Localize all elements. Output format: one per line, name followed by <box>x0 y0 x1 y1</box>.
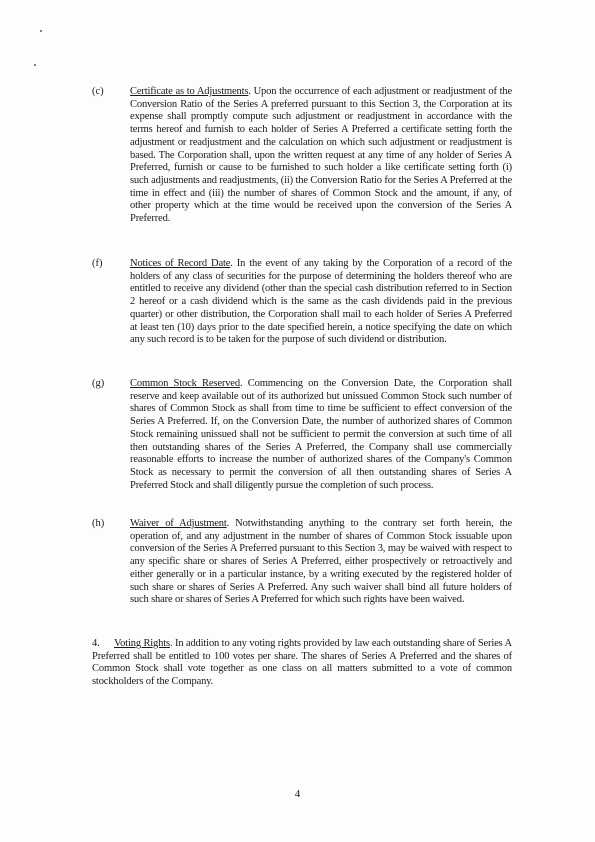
scan-speck <box>40 30 42 32</box>
section-h <box>92 518 512 607</box>
section-c <box>92 86 512 226</box>
section-text: . Commencing on the Conversion Date, the Corporation shall reserve and keep available out of its authorized but unissued Common Stock such number of shares of Common Stock as shall from time to time be sufficient to effect conversion of the Series A Preferred. If, on the Conversion Date, the number of authorized shares of Common Stock remaining unissued shall not be sufficient to permit the conversion at such time of all then outstanding shares of the Series A Preferred, the Company shall use commercially reasonable efforts to increase the number of authorized shares of the Company's Common Stock as necessary to permit the conversion of all then outstanding shares of Series A Preferred Stock and shall diligently pursue the completion of such process. <box>130 378 512 491</box>
section-text: . In addition to any voting rights provided by law each outstanding share of Series A Preferred shall be entitled to 100 votes per share. The shares of Series A Preferred and the shares of Common Stock shall vote together as one class on all matters submitted to a vote of common stockholders of the Company. <box>92 638 512 688</box>
section-text: . Upon the occurrence of each adjustment or readjustment of the Conversion Ratio of the Series A preferred pursuant to this Section 3, the Corporation at its expense shall promptly compute such adjustment or readjustment in accordance with the terms hereof and furnish to each holder of Series A Preferred a certificate setting forth the adjustment or readjustment and the calculation on which such adjustment or readjustment is based. The Corporation shall, upon the written request at any time of any holder of Series A Preferred, furnish or cause to be furnished to such holder a like certificate setting forth (i) such adjustments and readjustments, (ii) the Conversion Ratio for the Series A Preferred at the time in effect and (iii) the number of shares of Common Stock and the amount, if any, of other property which at the time would be received upon the conversion of the Series A Preferred. <box>130 86 512 225</box>
page-number: 4 <box>294 788 301 800</box>
section-4 <box>92 638 512 689</box>
section-heading: Common Stock Reserved <box>130 378 240 389</box>
section-marker: (c) <box>92 86 104 97</box>
section-marker: (h) <box>92 518 105 529</box>
section-heading: Voting Rights <box>114 638 170 649</box>
section-heading: Certificate as to Adjustments <box>130 86 249 97</box>
section-f <box>92 258 512 347</box>
section-text: . In the event of any taking by the Corporation of a record of the holders of any class of securities for the purpose of determining the holders thereof who are entitled to receive any dividend (other than the special cash distribution referred to in Section 2 hereof or a cash dividend which is the same as the cash dividends paid in the previous quarter) or other distribution, the Corporation shall mail to each holder of Series A Preferred at least ten (10) days prior to the date specified herein, a notice specifying the date on which any such record is to be taken for the purpose of such dividend or distribution. <box>130 258 512 346</box>
section-paragraph <box>130 86 512 226</box>
section-paragraph <box>130 258 512 347</box>
section-number: 4. <box>92 638 100 649</box>
section-text: . Notwithstanding anything to the contrary set forth herein, the operation of, and any adjustment in the number of shares of Common Stock issuable upon conversion of the Series A Preferred pursuant to this Section 3, may be waived with respect to any specific share or shares of Series A Preferred, either prospectively or retroactively and either generally or in a particular instance, by a writing executed by the registered holder of such share or shares of Series A Preferred. Any such waiver shall bind all future holders of such share or shares of Series A Preferred for which such rights have been waived. <box>130 518 512 606</box>
section-heading: Notices of Record Date <box>130 258 231 269</box>
section-g <box>92 378 512 492</box>
scan-speck <box>34 64 36 66</box>
section-heading: Waiver of Adjustment <box>130 518 227 529</box>
section-marker: (f) <box>92 258 103 269</box>
section-paragraph <box>130 378 512 492</box>
section-paragraph <box>130 518 512 607</box>
section-marker: (g) <box>92 378 105 389</box>
